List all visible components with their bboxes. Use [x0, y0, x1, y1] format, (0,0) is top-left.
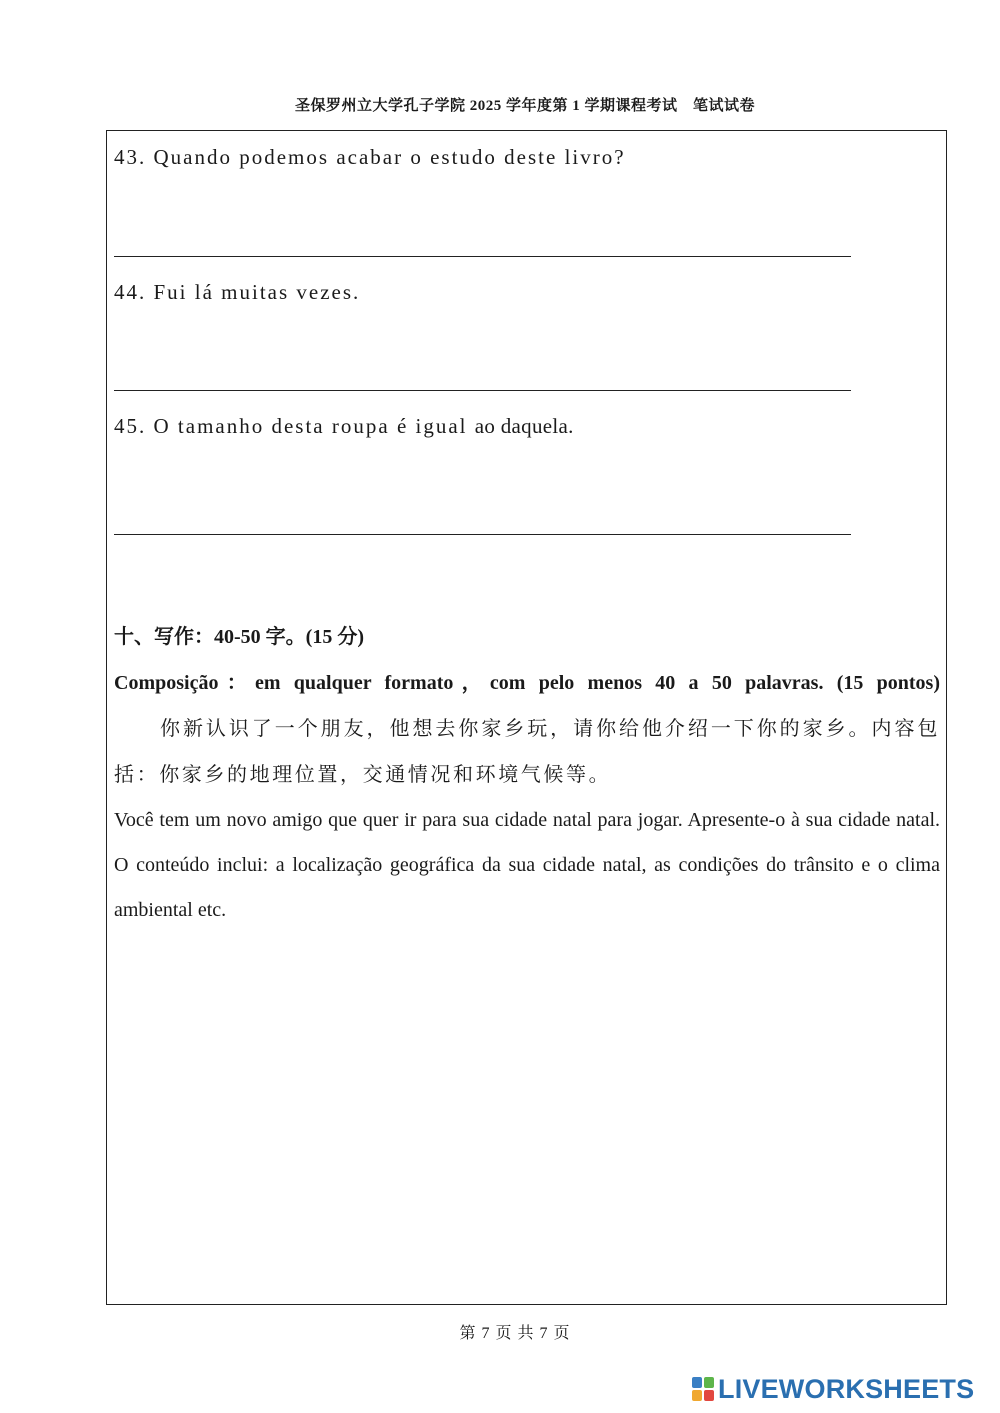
question-text: O tamanho desta roupa é igual [153, 414, 468, 438]
composition-title: Composição：em qualquer formato，com pelo menos 40 a 50 palavras. (15 pontos) [114, 672, 940, 694]
question-number: 43. [114, 145, 147, 169]
prompt-portuguese: Você tem um novo amigo que quer ir para sua cidade natal para jogar. Apresente-o à sua cidade natal. O conteúdo inclui: a localização geográfica da sua cidade natal, as condições do trânsito e o clima ambiental etc. [114, 809, 940, 921]
section-title: 十、写作：40-50 字。(15 分) [114, 626, 364, 648]
question-text-end: . [568, 414, 576, 438]
question-text-inner: ao daquela [474, 414, 569, 438]
prompt-chinese: 你新认识了一个朋友，他想去你家乡玩，请你给他介绍一下你的家乡。内容包括：你家乡的地理位置，交通情况和环境气候等。 [114, 718, 940, 786]
brand-name: LIVEWORKSHEETS [718, 1373, 975, 1404]
question-45 [114, 414, 575, 439]
exam-header: 圣保罗州立大学孔子学院 2025 学年度第 1 学期课程考试 笔试试卷 [294, 98, 755, 114]
answer-line-44[interactable] [114, 390, 851, 391]
question-43 [114, 145, 626, 170]
question-text: Fui lá muitas vezes. [153, 280, 361, 304]
question-number: 44. [114, 280, 147, 304]
question-number: 45. [114, 414, 147, 438]
page-number: 第 7 页 共 7 页 [459, 1325, 571, 1342]
question-text: Quando podemos acabar o estudo deste livro? [153, 145, 626, 169]
answer-line-45[interactable] [114, 534, 851, 535]
liveworksheets-logo-icon [692, 1377, 714, 1401]
question-44 [114, 280, 360, 305]
liveworksheets-brand[interactable] [692, 1374, 974, 1404]
answer-line-43[interactable] [114, 256, 851, 257]
